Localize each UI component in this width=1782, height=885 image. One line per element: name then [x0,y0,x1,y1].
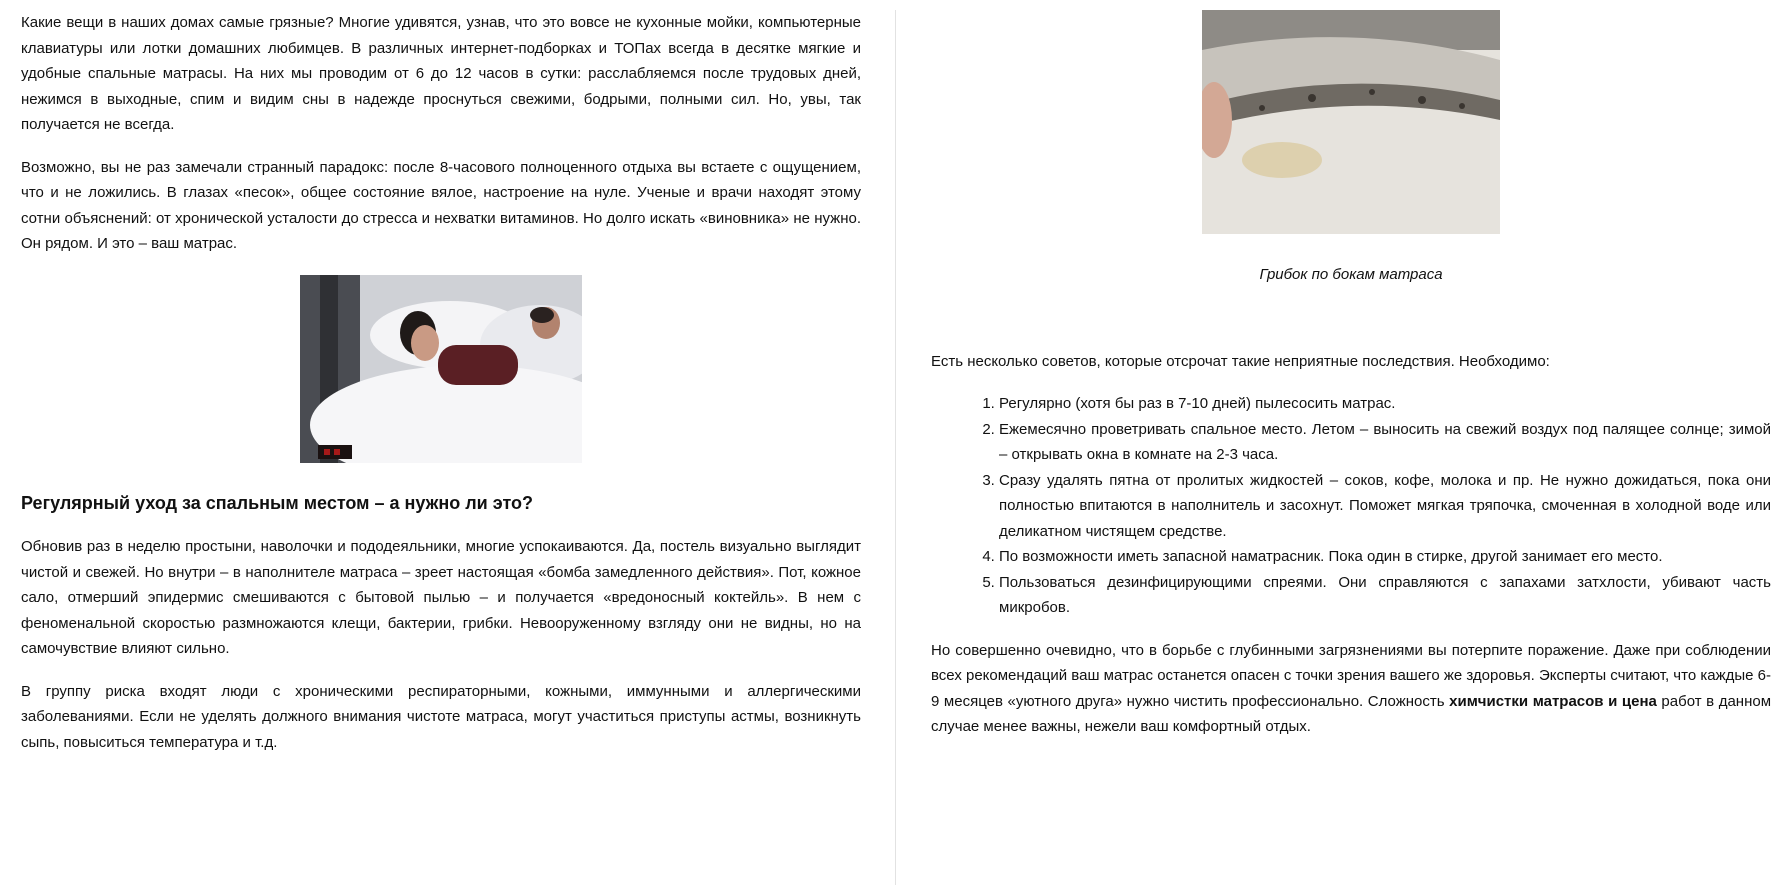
mattress-figure [931,10,1771,243]
paradox-paragraph: Возможно, вы не раз замечали странный парадокс: после 8-часового полноценного отдыха вы встаете с ощущением, что и не ложились. В глазах «песок», общее состояние вялое, настроение на нуле. Ученые и врачи находят этому сотни объяснений: от хронической усталости до стресса и нехватки витаминов. Но долго искать «виновника» не нужно. Он рядом. И это – ваш матрас. [21,158,861,252]
list-item: 4. По возможности иметь запасной наматрасник. Пока один в стирке, другой занимает его место. [999,544,1771,570]
closing-paragraph [931,638,1771,740]
couple-figure [21,274,861,472]
couple-in-bed-photo [300,275,582,463]
hidden-danger-paragraph: Обновив раз в неделю простыни, наволочки и пододеяльники, многие успокаиваются. Да, постель визуально выглядит чистой и свежей. Но внутри – в наполнителе матраса – зреет настоящая «бомба замедленного действия». Пот, кожное сало, отмерший эпидермис смешиваются с бытовой пылью – и получается «вредоносный коктейль». В нем с феноменальной скоростью размножаются клещи, бактерии, грибки. Невооруженному взгляду они не видны, но на самочувствие влияют сильно. [21,538,861,657]
intro-paragraph: Какие вещи в наших домах самые грязные? Многие удивятся, узнав, что это вовсе не кухонные мойки, компьютерные клавиатуры или лотки домашних любимцев. В различных интернет-подборках и ТОПах всегда в десятке мягкие и удобные спальные матрасы. На них мы проводим от 6 до 12 часов в сутки: расслабляемся после трудовых дней, нежимся в выходные, спим и видим сны в надежде проснуться свежими, бодрыми, полными сил. Но, увы, так получается не всегда. [21,14,861,133]
couple-in-bed-illustration [300,275,582,463]
mattress-mold-photo [1202,10,1500,234]
section-heading: Регулярный уход за спальным местом – а нужно ли это? [21,493,534,513]
right-column [931,10,1771,757]
closing-text-end: работ в данном случае менее важны, нежели ваш комфортный отдых. [931,692,1772,735]
list-item: 2. Ежемесячно проветривать спальное место. Летом – выносить на свежий воздух под палящее солнце; зимой – открывать окна в комнате на 2-3 часа. [999,417,1771,468]
closing-text-start: Но совершенно очевидно, что в борьбе с глубинными загрязнениями вы потерпите поражение. Даже при соблюдении всех рекомендаций ваш матрас останется опасен с точки зрения вашего же здоровья. Эксперты считают, что каждые 6-9 месяцев «уютного друга» нужно чистить профессионально. Сложность [931,641,1771,710]
tips-intro: Есть несколько советов, которые отсрочат такие неприятные последствия. Необходимо: [931,352,1550,370]
dry-cleaning-price-phrase: химчистки матрасов и цена [1449,692,1657,710]
risk-group-paragraph: В группу риска входят люди с хроническими респираторными, кожными, иммунными и аллергическими заболеваниями. Если не уделять должного внимания чистоте матраса, могут участиться приступы астмы, возникнуть сыпь, повыситься температура и т.д. [21,682,861,751]
list-item: 1. Регулярно (хотя бы раз в 7-10 дней) пылесосить матрас. [999,391,1771,417]
mattress-mold-illustration [1202,10,1500,234]
list-item: 5. Пользоваться дезинфицирующими спреями. Они справляются с запахами затхлости, убивают часть микробов. [999,570,1771,621]
mattress-photo-caption: Грибок по бокам матраса [1259,265,1443,283]
left-column [21,10,861,772]
list-item: 3. Сразу удалять пятна от пролитых жидкостей – соков, кофе, молока и пр. Не нужно дожидаться, пока они полностью впитаются в наполнитель и засохнут. Поможет мягкая тряпочка, смоченная в холодной воде или деликатном чистящем средстве. [999,468,1771,545]
tips-list [931,391,1771,621]
column-divider [895,10,896,885]
